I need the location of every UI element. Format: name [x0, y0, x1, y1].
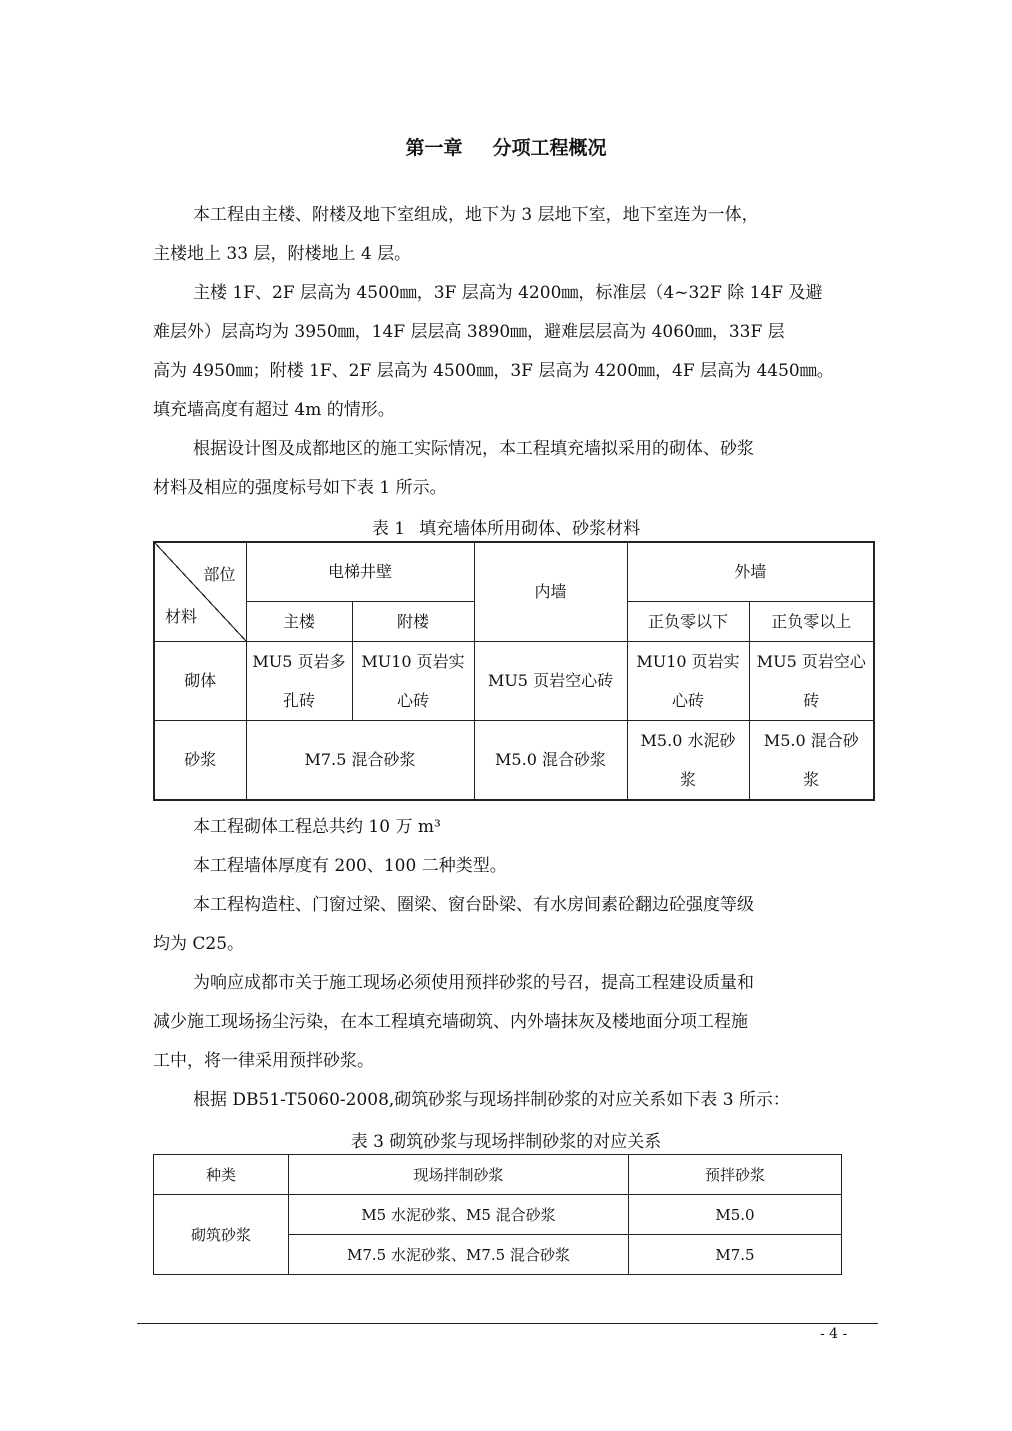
- row-label-mortar: 砂浆: [154, 720, 246, 800]
- text-line: 材料及相应的强度标号如下表 1 所示。: [153, 478, 447, 498]
- diag-label-position: 部位: [203, 565, 236, 584]
- paragraph-overview: [153, 196, 859, 274]
- text-line: 本工程墙体厚度有 200、100 二种类型。: [193, 856, 507, 876]
- table1-caption: [0, 514, 1012, 539]
- text-line: 工中，将一律采用预拌砂浆。: [153, 1051, 374, 1071]
- text-line: 难层外）层高均为 3950㎜，14F 层层高 3890㎜，避难层层高为 4060㎜，33F 层: [153, 322, 785, 342]
- text-line: 减少施工现场扬尘污染，在本工程填充墙砌筑、内外墙抹灰及楼地面分项工程施: [153, 1012, 748, 1032]
- table1-caption-title: 填充墙体所用砌体、砂浆材料: [419, 519, 641, 539]
- table1-diagonal-header: [154, 542, 246, 641]
- table3-site-mixed-cell: M5 水泥砂浆、M5 混合砂浆: [289, 1195, 629, 1235]
- text-line: 本工程由主楼、附楼及地下室组成，地下为 3 层地下室，地下室连为一体，: [193, 205, 759, 225]
- paragraph-premixed-mortar: [153, 964, 859, 1081]
- chapter-title: [0, 133, 1012, 160]
- mortar-mapping-table: [153, 1154, 842, 1275]
- table3-header-site-mixed: 现场拌制砂浆: [289, 1155, 629, 1195]
- text-line: 本工程构造柱、门窗过梁、圈梁、窗台卧梁、有水房间素砼翻边砼强度等级: [193, 895, 754, 915]
- header-annex-building: 附楼: [352, 601, 474, 641]
- text-line: 根据设计图及成都地区的施工实际情况，本工程填充墙拟采用的砌体、砂浆: [193, 439, 754, 459]
- cell-mortar-above: M5.0 混合砂 浆: [749, 720, 874, 800]
- table3-caption: 表 3 砌筑砂浆与现场拌制砂浆的对应关系: [350, 1132, 662, 1152]
- table3-header-category: 种类: [154, 1155, 289, 1195]
- text-line: 高为 4950㎜；附楼 1F、2F 层高为 4500㎜，3F 层高为 4200㎜，4F 层高为 4450㎜。: [153, 361, 834, 381]
- row-label-masonry: 砌体: [154, 641, 246, 720]
- table1-caption-number: 表 1: [371, 519, 406, 539]
- paragraph-wall-thickness: [153, 847, 859, 886]
- cell-masonry-inner: MU5 页岩空心砖: [474, 641, 627, 720]
- table3-premixed-cell: M5.0: [629, 1195, 842, 1235]
- materials-table: [153, 541, 875, 801]
- paragraph-floor-heights: [153, 274, 859, 430]
- paragraph-materials-intro: [153, 430, 859, 508]
- table3-header-premixed: 预拌砂浆: [629, 1155, 842, 1195]
- paragraph-volume: [153, 808, 859, 847]
- header-outer-wall: 外墙: [627, 542, 874, 601]
- chapter-heading: 分项工程概况: [492, 137, 607, 159]
- diag-label-material: 材料: [165, 606, 198, 626]
- paragraph-concrete-grade: [153, 886, 859, 964]
- header-main-building: 主楼: [246, 601, 352, 641]
- cell-masonry-main: MU5 页岩多 孔砖: [246, 641, 352, 720]
- cell-masonry-annex: MU10 页岩实 心砖: [352, 641, 474, 720]
- text-line: 为响应成都市关于施工现场必须使用预拌砂浆的号召，提高工程建设质量和: [193, 973, 754, 993]
- text-line: 均为 C25。: [153, 934, 245, 954]
- header-above-zero: 正负零以上: [749, 601, 874, 641]
- table3-site-mixed-cell: M7.5 水泥砂浆、M7.5 混合砂浆: [289, 1235, 629, 1275]
- footer-divider: [137, 1323, 878, 1324]
- page-number: - 4 -: [820, 1326, 848, 1342]
- cell-mortar-inner: M5.0 混合砂浆: [474, 720, 627, 800]
- cell-mortar-below: M5.0 水泥砂 浆: [627, 720, 749, 800]
- table3-premixed-cell: M7.5: [629, 1235, 842, 1275]
- text-line: 根据 DB51-T5060-2008,砌筑砂浆与现场拌制砂浆的对应关系如下表 3 所示：: [193, 1090, 790, 1110]
- paragraph-standard-reference: [153, 1081, 859, 1120]
- header-elevator-shaft: 电梯井壁: [246, 542, 474, 601]
- cell-masonry-above: MU5 页岩空心 砖: [749, 641, 874, 720]
- text-line: 主楼 1F、2F 层高为 4500㎜，3F 层高为 4200㎜，标准层（4~32F 除 14F 及避: [193, 283, 823, 303]
- chapter-number: 第一章: [405, 137, 463, 159]
- cell-mortar-elevator: M7.5 混合砂浆: [246, 720, 474, 800]
- header-inner-wall: 内墙: [474, 542, 627, 641]
- text-line: 本工程砌体工程总共约 10 万 m³: [193, 817, 441, 837]
- text-line: 主楼地上 33 层，附楼地上 4 层。: [153, 244, 412, 264]
- cell-masonry-below: MU10 页岩实 心砖: [627, 641, 749, 720]
- header-below-zero: 正负零以下: [627, 601, 749, 641]
- text-line: 填充墙高度有超过 4m 的情形。: [153, 400, 395, 420]
- table3-category-masonry-mortar: 砌筑砂浆: [154, 1195, 289, 1275]
